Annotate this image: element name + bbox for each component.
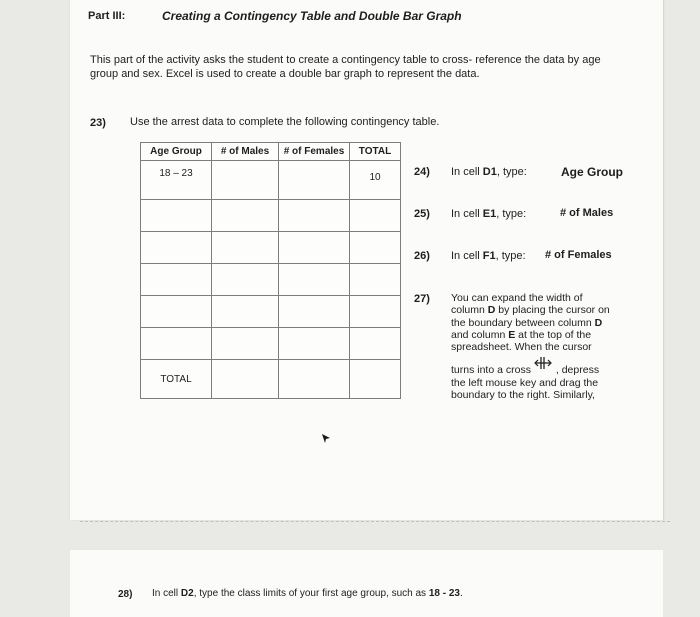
worksheet-page-continued [70, 550, 663, 617]
table-cell[interactable] [141, 232, 212, 264]
contingency-table [140, 142, 401, 399]
total-value: 10 [369, 171, 381, 183]
resize-cross-icon [534, 357, 556, 372]
page-divider [80, 521, 670, 522]
q28-span: 18 - 23 [428, 588, 460, 599]
table-cell[interactable] [212, 360, 279, 399]
table-row [141, 264, 401, 296]
q25-cell: E1 [482, 208, 497, 220]
table-cell[interactable] [212, 296, 279, 328]
q27-span: by placing the cursor on [495, 304, 610, 317]
question-25-number: 25) [414, 208, 430, 220]
table-cell[interactable] [279, 296, 350, 328]
table-row [141, 161, 401, 200]
table-cell[interactable] [141, 200, 212, 232]
question-27-number: 27) [414, 293, 430, 305]
q26-prefix: In cell [451, 250, 483, 262]
question-26-text [451, 250, 526, 262]
table-cell[interactable] [212, 232, 279, 264]
part-label: Part III: [88, 10, 126, 22]
q27-span: the boundary between column [451, 316, 595, 329]
table-cell[interactable] [279, 328, 350, 360]
q27-span: column [451, 304, 488, 317]
mouse-cursor-icon [320, 432, 332, 444]
question-24-value: Age Group [561, 165, 623, 179]
q27-span: , depress [555, 364, 600, 377]
question-26-number: 26) [414, 250, 430, 262]
question-27-text [451, 292, 621, 401]
table-cell[interactable] [212, 200, 279, 232]
question-25-text [451, 208, 526, 220]
intro-paragraph: This part of the activity asks the student to create a contingency table to cross- reference the data by age group and sex. Excel is used to create a double bar graph to represent the data. [90, 54, 601, 80]
table-cell[interactable] [279, 200, 350, 232]
table-cell[interactable] [279, 161, 350, 200]
q24-cell: D1 [482, 166, 497, 178]
q27-line [451, 304, 621, 316]
table-cell[interactable] [141, 161, 212, 200]
table-cell[interactable] [350, 328, 401, 360]
q28-span: D2 [180, 588, 194, 599]
table-cell[interactable] [279, 360, 350, 399]
header-males: # of Males [212, 143, 279, 161]
question-24-number: 24) [414, 166, 430, 178]
q25-prefix: In cell [451, 208, 483, 220]
table-cell[interactable] [212, 161, 279, 200]
question-25-value: # of Males [560, 207, 614, 219]
table-cell[interactable] [350, 296, 401, 328]
question-23-text: Use the arrest data to complete the following contingency table. [130, 116, 440, 128]
question-23-number: 23) [90, 117, 106, 129]
table-cell[interactable] [141, 296, 212, 328]
q28-span: . [459, 588, 463, 599]
table-cell[interactable] [350, 360, 401, 399]
table-cell[interactable] [350, 200, 401, 232]
q27-span: and column [451, 328, 509, 341]
question-28-text [152, 588, 463, 599]
q27-line: boundary to the right. Similarly, [451, 389, 595, 402]
table-cell[interactable] [279, 264, 350, 296]
header-females: # of Females [279, 143, 350, 161]
table-total-row [141, 360, 401, 399]
table-cell[interactable] [212, 264, 279, 296]
q26-suffix: , type: [495, 250, 526, 262]
q27-line: spreadsheet. When the cursor [451, 341, 592, 354]
q27-line: the left mouse key and drag the [451, 376, 599, 389]
q27-span: E [508, 328, 516, 341]
table-row [141, 200, 401, 232]
header-total: TOTAL [350, 143, 401, 161]
table-row [141, 296, 401, 328]
table-cell[interactable] [141, 328, 212, 360]
total-row-label: TOTAL [141, 360, 212, 399]
part-title: Creating a Contingency Table and Double Bar Graph [162, 9, 462, 23]
table-cell[interactable] [350, 161, 401, 200]
table-cell[interactable] [350, 232, 401, 264]
q28-span: , type the class limits of your first age group, such as [193, 588, 429, 599]
q27-line: You can expand the width of [451, 292, 583, 304]
q27-span: turns into a cross [451, 364, 534, 377]
q28-span: In cell [152, 588, 181, 599]
table-header-row [141, 143, 401, 161]
q25-suffix: , type: [496, 208, 527, 220]
question-26-value: # of Females [545, 249, 612, 261]
q27-span: at the top of the [515, 328, 592, 341]
q24-suffix: , type: [496, 166, 527, 178]
age-group-value: 18 – 23 [159, 167, 193, 179]
q27-line [451, 361, 621, 376]
q26-cell: F1 [482, 250, 496, 262]
header-age-group: Age Group [141, 143, 212, 161]
q24-prefix: In cell [451, 166, 483, 178]
question-24-text [451, 166, 527, 178]
table-row [141, 328, 401, 360]
table-cell[interactable] [212, 328, 279, 360]
q27-line [451, 329, 621, 341]
q27-span: D [487, 304, 496, 317]
table-row [141, 232, 401, 264]
q27-line [451, 317, 621, 329]
table-cell[interactable] [141, 264, 212, 296]
table-cell[interactable] [350, 264, 401, 296]
q27-span: D [594, 316, 603, 329]
table-cell[interactable] [279, 232, 350, 264]
question-28-number: 28) [118, 589, 133, 600]
